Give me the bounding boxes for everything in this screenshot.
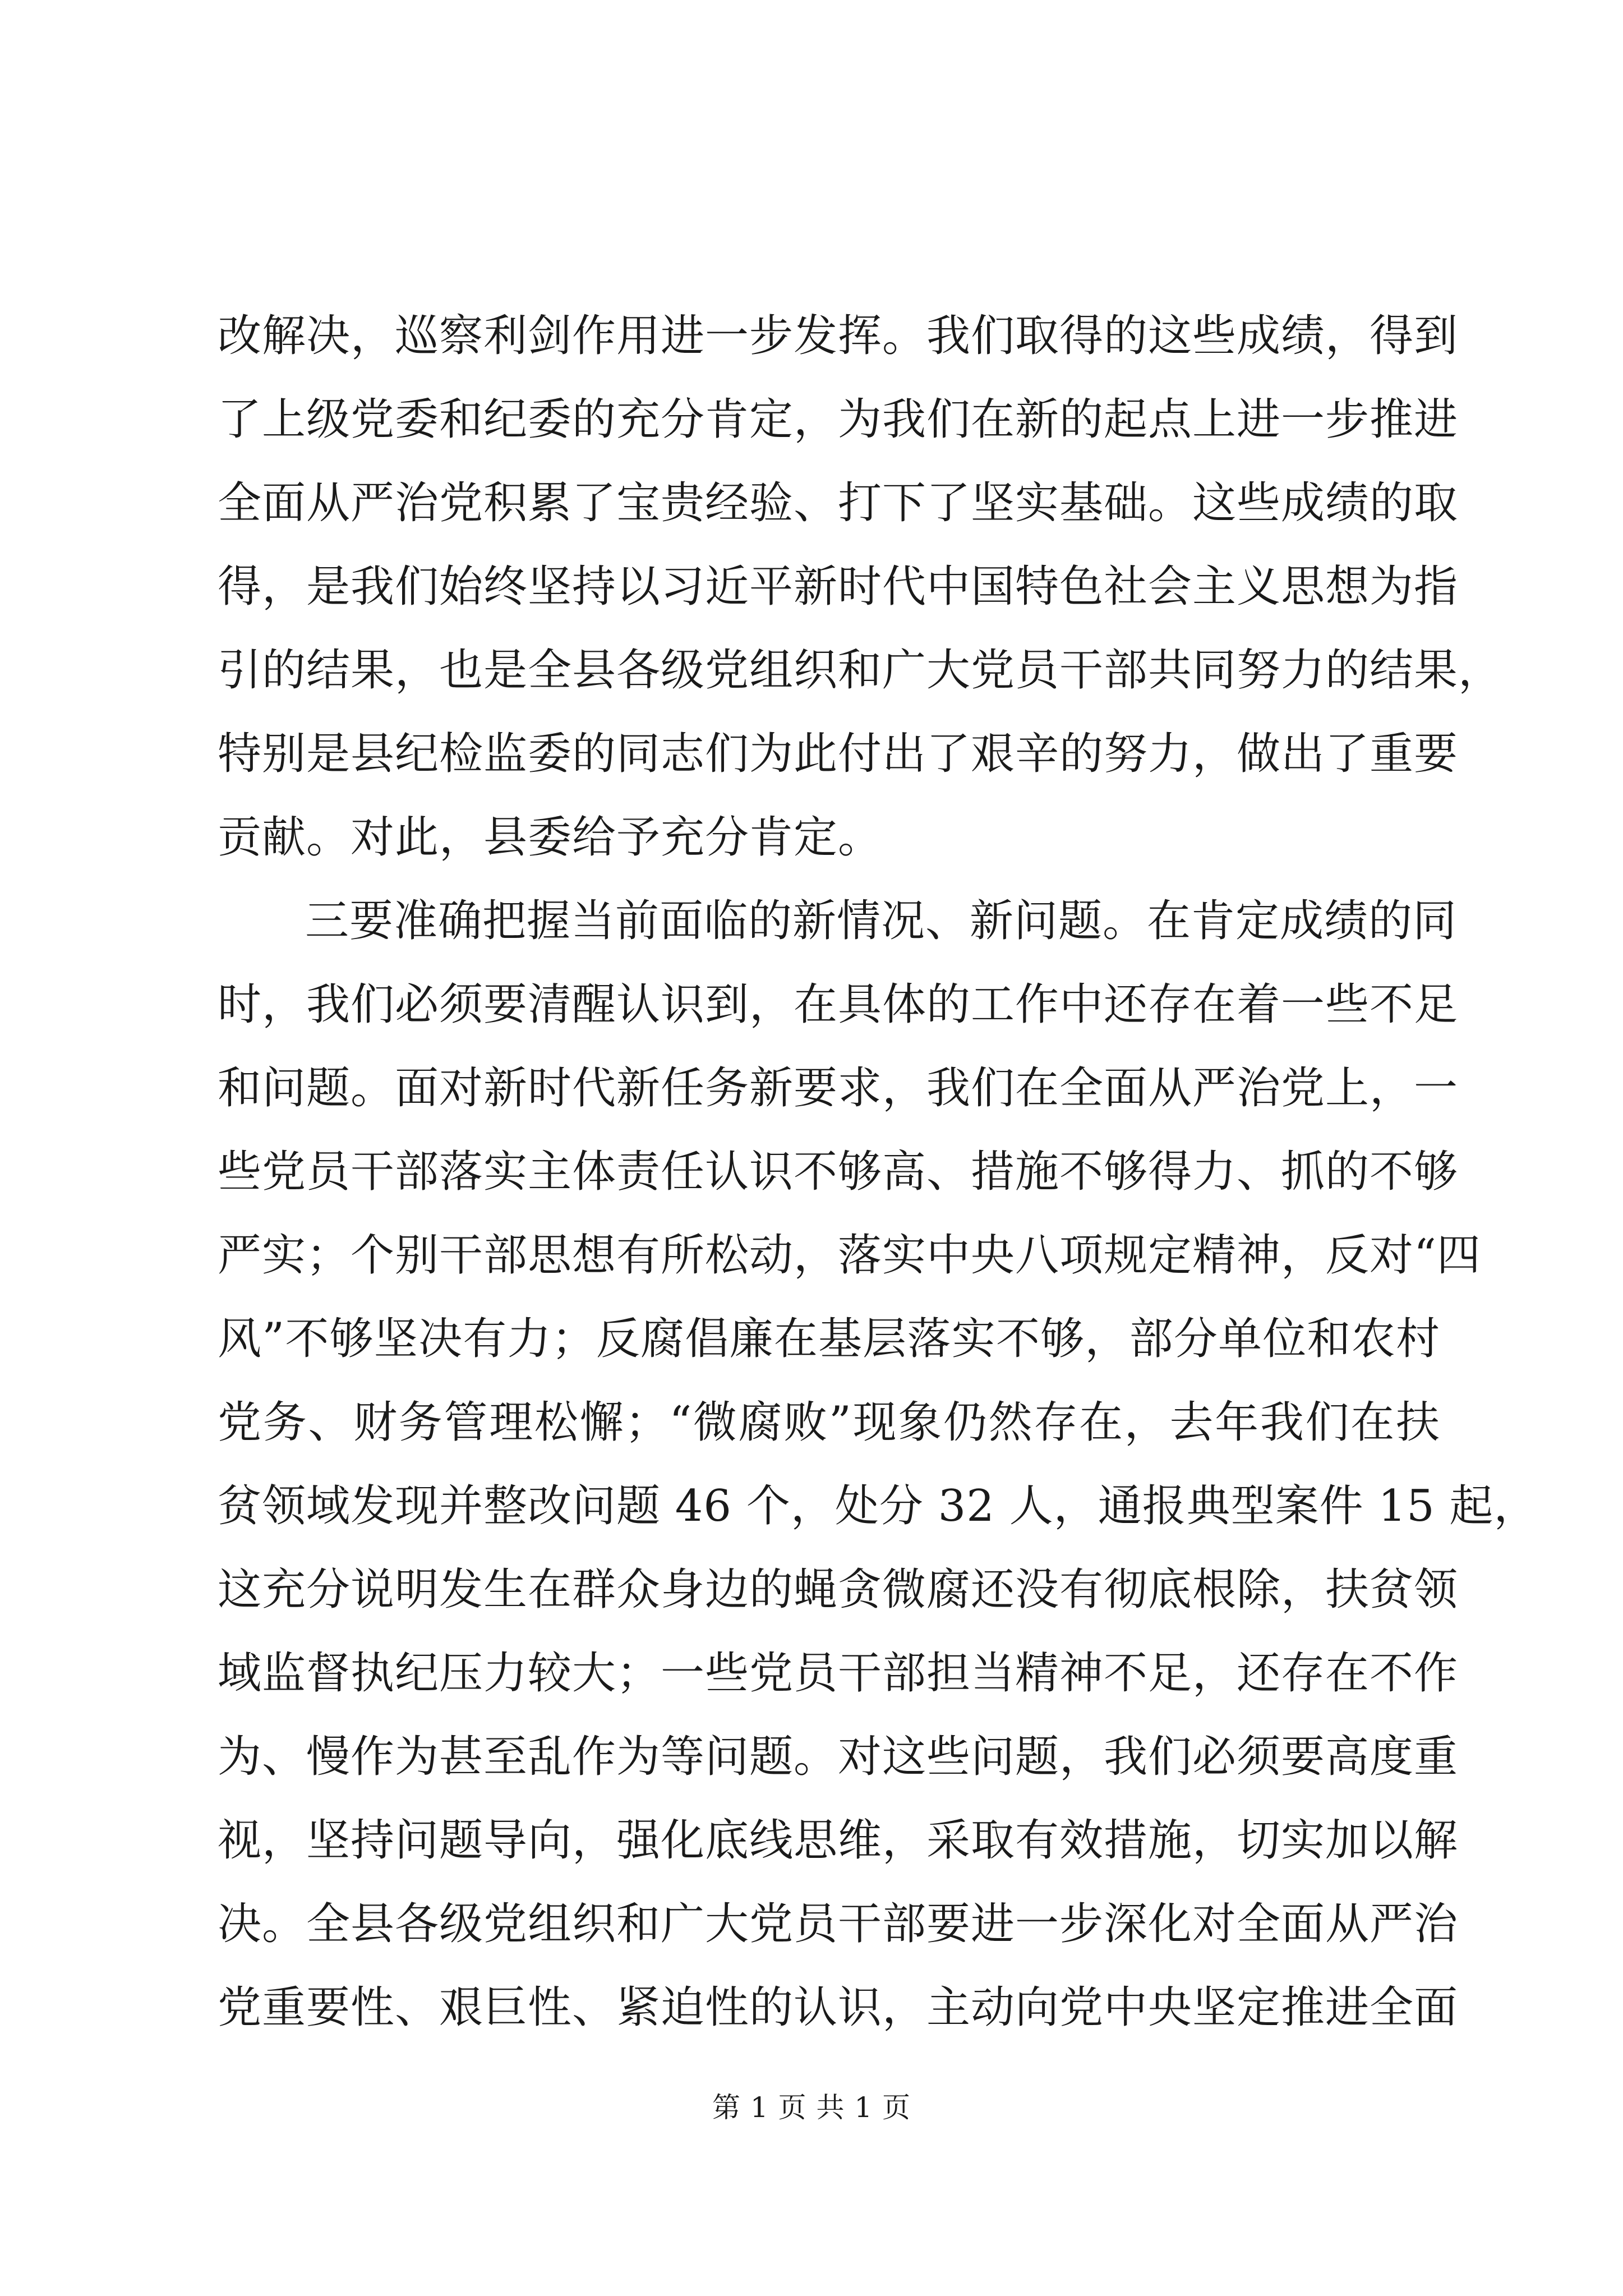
paragraph-1 <box>218 295 1503 880</box>
text-line: 风”不够坚决有力；反腐倡廉在基层落实不够，部分单位和农村 <box>218 1314 1440 1364</box>
page-number-footer: 第 1 页 共 1 页 <box>712 2091 911 2124</box>
text-line: 得，是我们始终坚持以习近平新时代中国特色社会主义思想为指 <box>218 562 1459 612</box>
text-line: 严实；个别干部思想有所松动，落实中央八项规定精神，反对“四 <box>218 1230 1481 1281</box>
text-line: 三要准确把握当前面临的新情况、新问题。在肯定成绩的同 <box>305 896 1458 946</box>
paragraph-2 <box>218 880 1538 2050</box>
text-line: 和问题。面对新时代新任务新要求，我们在全面从严治党上，一 <box>218 1063 1459 1114</box>
text-line: 时，我们必须要清醒认识到，在具体的工作中还存在着一些不足 <box>218 979 1459 1030</box>
text-line: 了上级党委和纪委的充分肯定，为我们在新的起点上进一步推进 <box>218 394 1459 445</box>
text-line: 域监督执纪压力较大；一些党员干部担当精神不足，还存在不作 <box>218 1648 1459 1699</box>
text-line: 改解决，巡察利剑作用进一步发挥。我们取得的这些成绩，得到 <box>218 311 1459 361</box>
text-line: 决。全县各级党组织和广大党员干部要进一步深化对全面从严治 <box>218 1899 1459 1949</box>
text-line: 贫领域发现并整改问题 46 个，处分 32 人，通报典型案件 15 起， <box>218 1481 1538 1531</box>
text-line: 全面从严治党积累了宝贵经验、打下了坚实基础。这些成绩的取 <box>218 478 1459 528</box>
text-line: 这充分说明发生在群众身边的蝇贪微腐还没有彻底根除，扶贫领 <box>218 1565 1459 1615</box>
text-line: 些党员干部落实主体责任认识不够高、措施不够得力、抓的不够 <box>218 1147 1459 1197</box>
text-line: 贡献。对此，县委给予充分肯定。 <box>218 812 883 863</box>
text-line: 党务、财务管理松懈；“微腐败”现象仍然存在，去年我们在扶 <box>218 1397 1440 1448</box>
document-body <box>218 295 1538 2050</box>
text-line: 特别是县纪检监委的同志们为此付出了艰辛的努力，做出了重要 <box>218 729 1459 779</box>
text-line: 视，坚持问题导向，强化底线思维，采取有效措施，切实加以解 <box>218 1815 1459 1866</box>
text-line: 党重要性、艰巨性、紧迫性的认识，主动向党中央坚定推进全面 <box>218 1982 1459 2033</box>
text-line: 引的结果，也是全县各级党组织和广大党员干部共同努力的结果， <box>218 645 1503 696</box>
text-line: 为、慢作为甚至乱作为等问题。对这些问题，我们必须要高度重 <box>218 1732 1459 1782</box>
